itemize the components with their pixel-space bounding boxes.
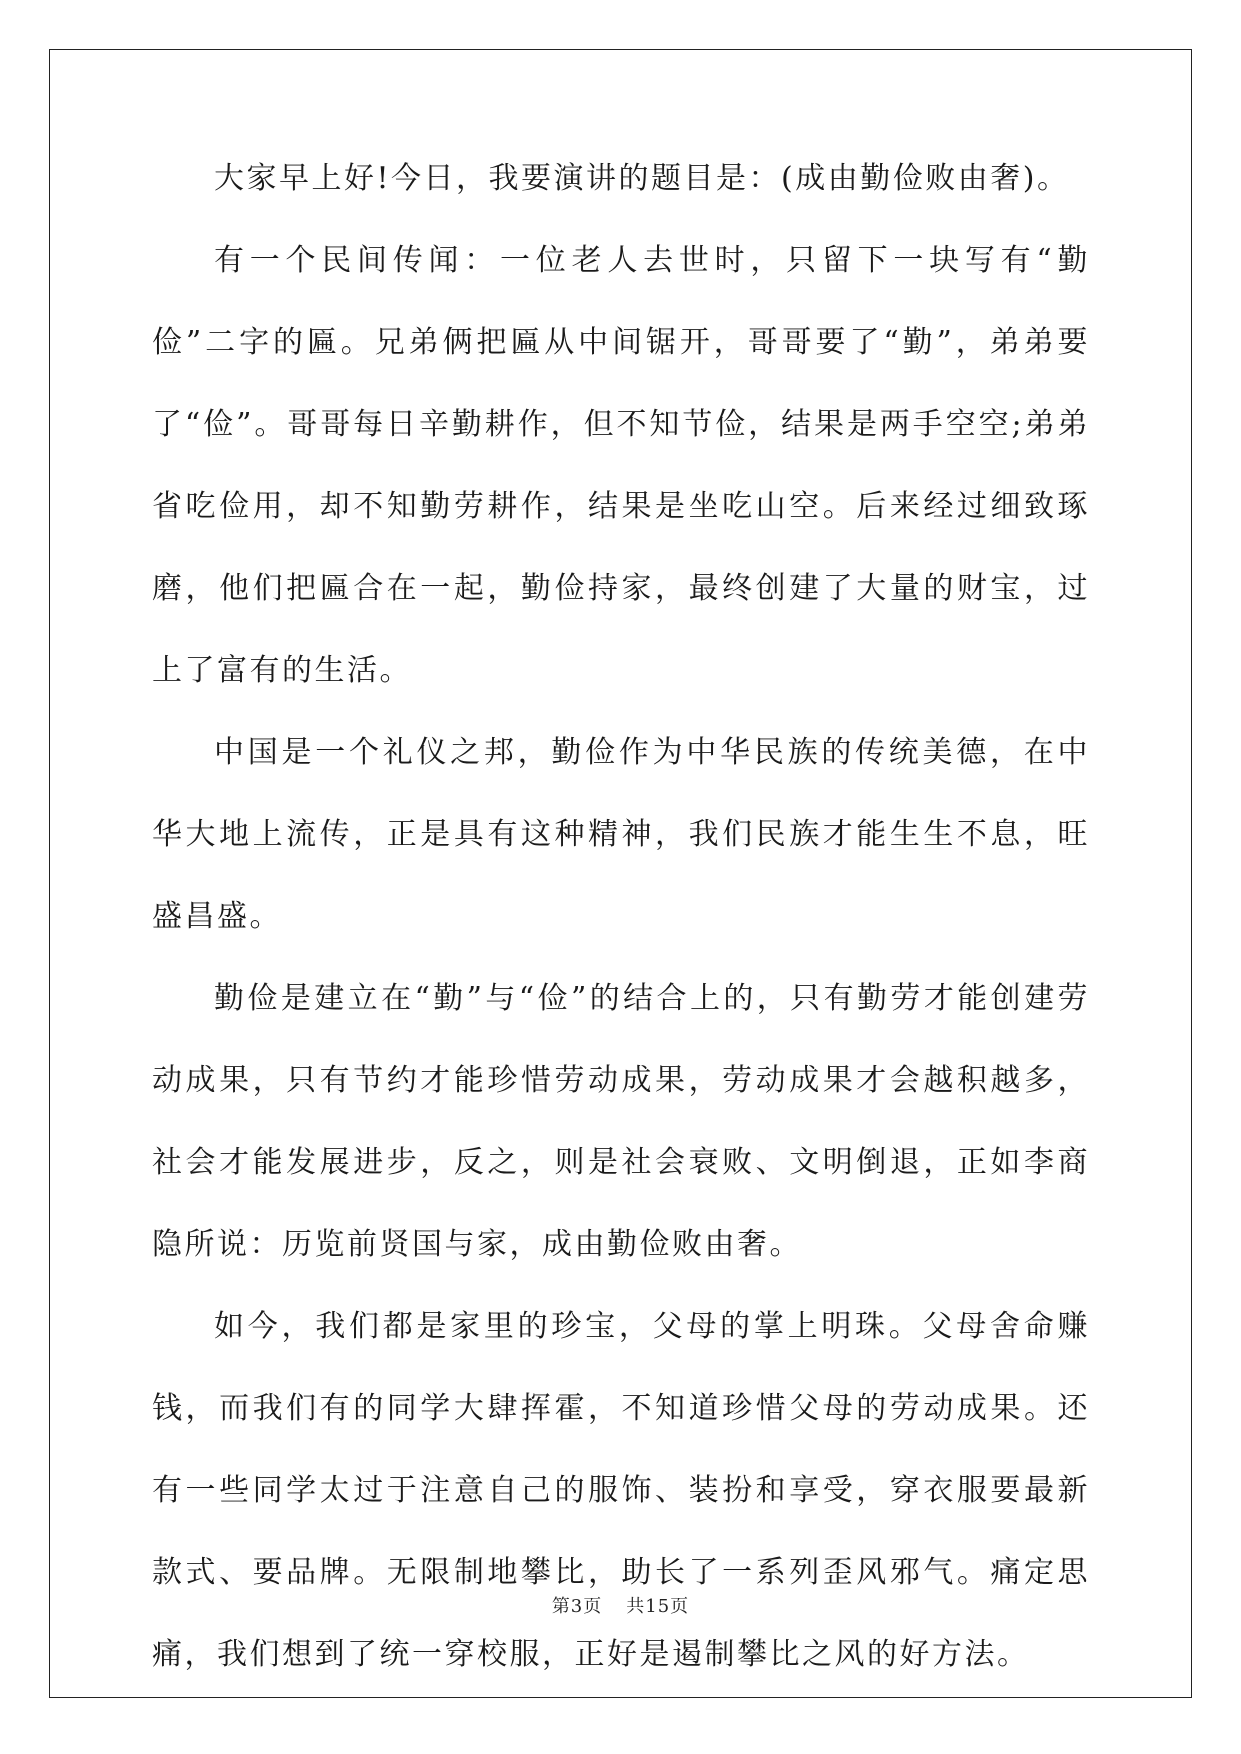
- paragraph-school-uniform: 如今，我们都是家里的珍宝，父母的掌上明珠。父母舍命赚钱，而我们有的同学大肆挥霍，不知道珍惜父母的劳动成果。还有一些同学太过于注意自己的服饰、装扮和享受，穿衣服要最新款式、要品牌。无限制地攀比，助长了一系列歪风邪气。痛定思痛，我们想到了统一穿校服，正好是遏制攀比之风的好方法。: [152, 1309, 1090, 1672]
- paragraph-diligence-thrift: 勤俭是建立在“勤”与“俭”的结合上的，只有勤劳才能创建劳动成果，只有节约才能珍惜劳动成果，劳动成果才会越积越多，社会才能发展进步，反之，则是社会衰败、文明倒退，正如李商隐所说：历览前贤国与家，成由勤俭败由奢。: [152, 981, 1090, 1262]
- paragraph-greeting: 大家早上好!今日，我要演讲的题目是：(成由勤俭败由奢)。: [214, 161, 1070, 196]
- document-body: [152, 161, 1090, 1696]
- paragraph-china-virtue: 中国是一个礼仪之邦，勤俭作为中华民族的传统美德，在中华大地上流传，正是具有这种精神，我们民族才能生生不息，旺盛昌盛。: [152, 735, 1090, 934]
- paragraph-folk-tale: 有一个民间传闻：一位老人去世时，只留下一块写有“勤俭”二字的匾。兄弟俩把匾从中间锯开，哥哥要了“勤”，弟弟要了“俭”。哥哥每日辛勤耕作，但不知节俭，结果是两手空空;弟弟省吃俭用，却不知勤劳耕作，结果是坐吃山空。后来经过细致琢磨，他们把匾合在一起，勤俭持家，最终创建了大量的财宝，过上了富有的生活。: [152, 243, 1090, 688]
- page-total: 共15页: [626, 1596, 690, 1617]
- page-footer: [0, 1592, 1241, 1618]
- page-number: 第3页: [551, 1596, 603, 1617]
